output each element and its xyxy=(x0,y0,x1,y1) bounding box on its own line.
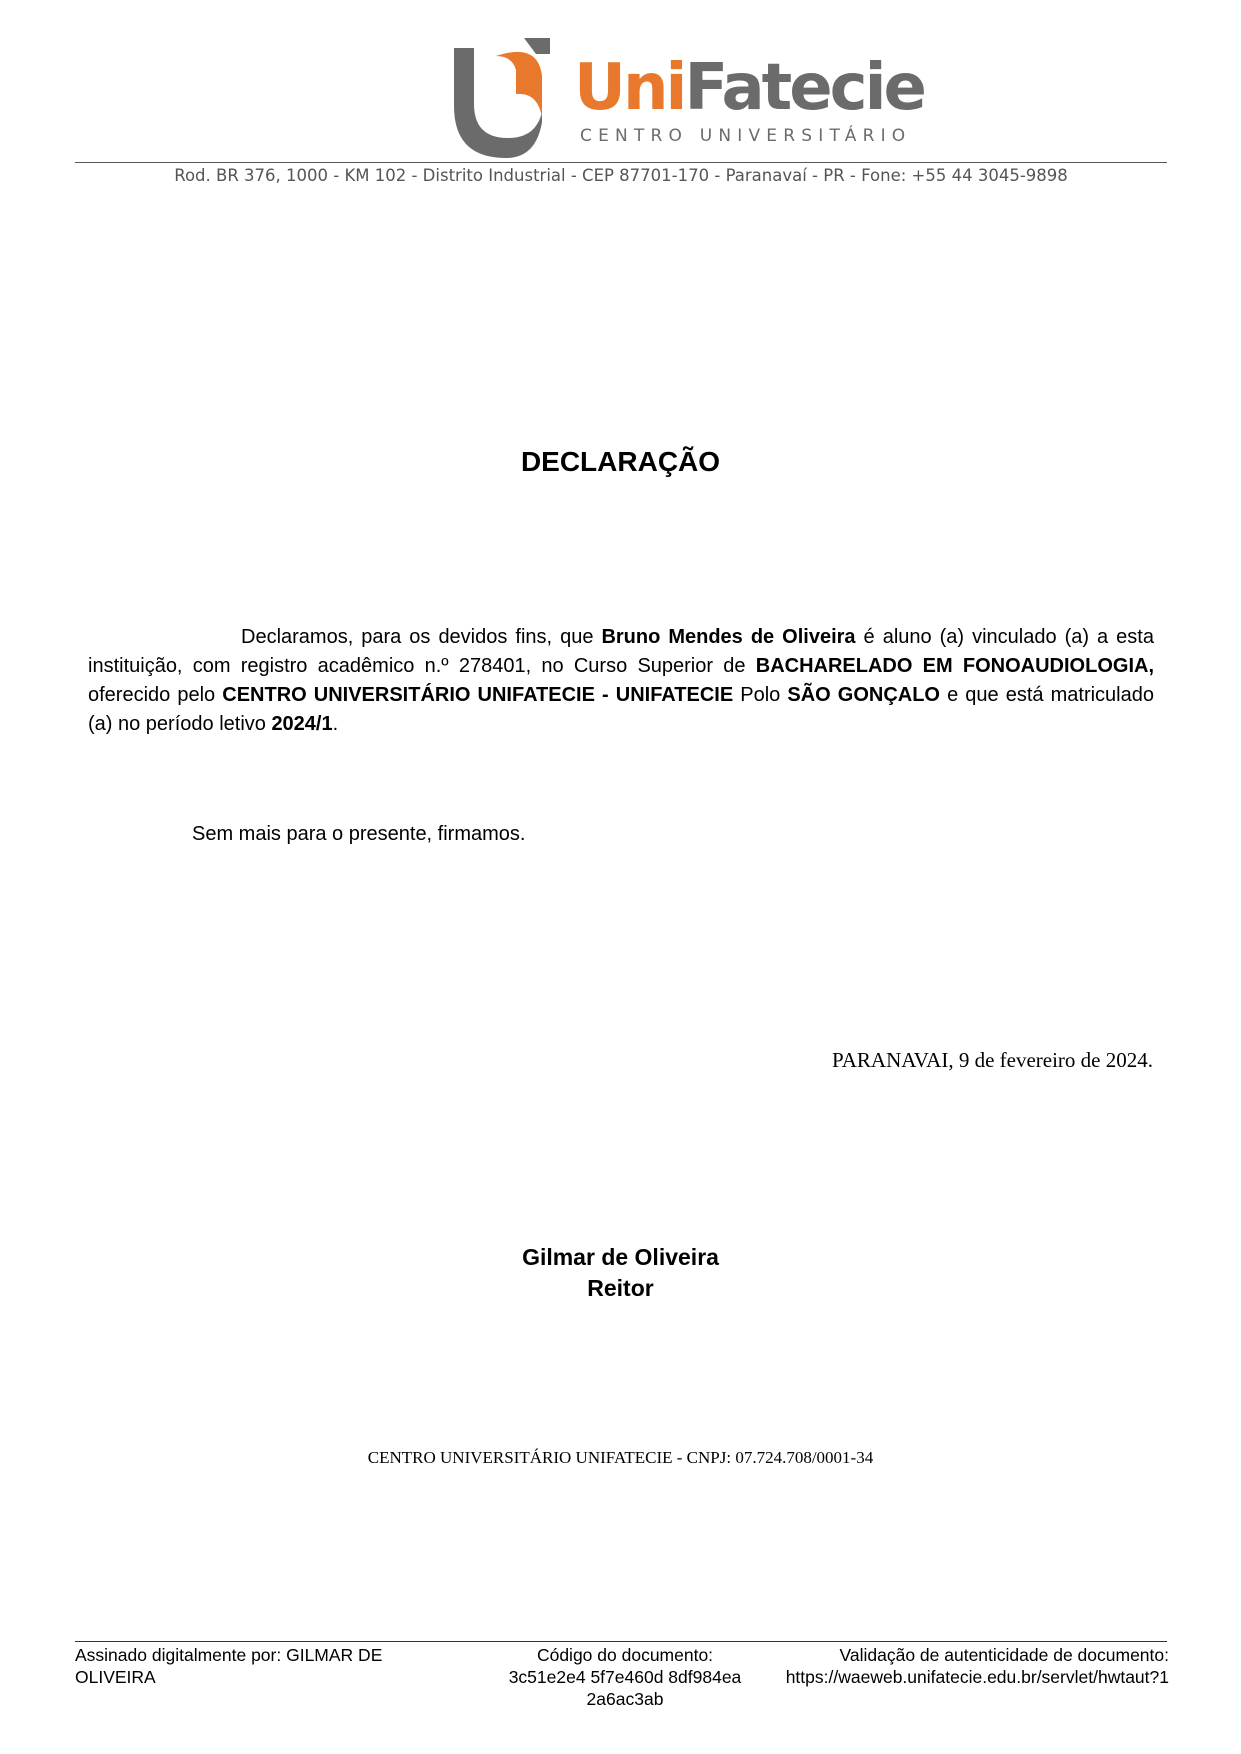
logo-wordmark xyxy=(574,51,924,125)
logo-wordmark-uni: Uni xyxy=(574,51,685,125)
document-code-label: Código do documento: xyxy=(536,1645,714,1665)
body-text-part3: oferecido pelo xyxy=(88,684,223,706)
declaration-paragraph xyxy=(88,623,1154,739)
body-text-part5: e que está matriculado (a) no período letivo xyxy=(88,684,1154,735)
student-name: Bruno Mendes de Oliveira xyxy=(601,626,856,648)
institution-cnpj: CENTRO UNIVERSITÁRIO UNIFATECIE - CNPJ: 07.724.708/0001-34 xyxy=(367,1448,874,1467)
closing-sentence: Sem mais para o presente, firmamos. xyxy=(192,823,526,845)
logo-u-emblem-icon xyxy=(446,34,566,164)
body-text-part4: Polo xyxy=(733,684,788,706)
signed-by-label: Assinado digitalmente por: GILMAR DE xyxy=(75,1645,383,1665)
digital-signature-info xyxy=(75,1644,435,1688)
validation-label: Validação de autenticidade de documento: xyxy=(839,1645,1169,1665)
institution-address: Rod. BR 376, 1000 - KM 102 - Distrito Industrial - CEP 87701-170 - Paranavaí - PR - Fone: +55 44 3045-9898 xyxy=(174,166,1068,185)
body-text-part1: Declaramos, para os devidos fins, que xyxy=(241,626,602,648)
body-text-part6: . xyxy=(332,713,339,735)
signer-name: Gilmar de Oliveira xyxy=(522,1244,719,1270)
signer-role: Reitor xyxy=(587,1275,654,1301)
document-code-line1: 3c51e2e4 5f7e460d 8df984ea xyxy=(508,1667,742,1687)
body-text-part2: é aluno (a) vinculado (a) a esta instituição, com registro acadêmico n.º 278401, no Curso Superior de xyxy=(88,626,1154,677)
document-code-info xyxy=(480,1644,770,1710)
logo-wordmark-fatecie: Fatecie xyxy=(684,51,924,125)
validation-info xyxy=(750,1644,1169,1688)
signature-block xyxy=(0,1242,1241,1304)
document-title: DECLARAÇÃO xyxy=(520,446,721,477)
institution-logo xyxy=(446,34,924,164)
signed-by-name: OLIVEIRA xyxy=(75,1667,156,1687)
logo-subtitle: CENTRO UNIVERSITÁRIO xyxy=(580,126,912,146)
document-code-line2: 2a6ac3ab xyxy=(586,1689,664,1709)
academic-period: 2024/1 xyxy=(271,713,333,735)
campus-name: SÃO GONÇALO xyxy=(787,684,940,706)
institution-name: CENTRO UNIVERSITÁRIO UNIFATECIE - UNIFATECIE xyxy=(222,684,734,706)
validation-url: https://waeweb.unifatecie.edu.br/servlet/hwtaut?1 xyxy=(785,1667,1169,1687)
footer-divider xyxy=(75,1641,1167,1642)
place-and-date: PARANAVAI, 9 de fevereiro de 2024. xyxy=(832,1048,1153,1072)
header-divider xyxy=(75,162,1167,163)
course-name: BACHARELADO EM FONOAUDIOLOGIA, xyxy=(755,655,1154,677)
